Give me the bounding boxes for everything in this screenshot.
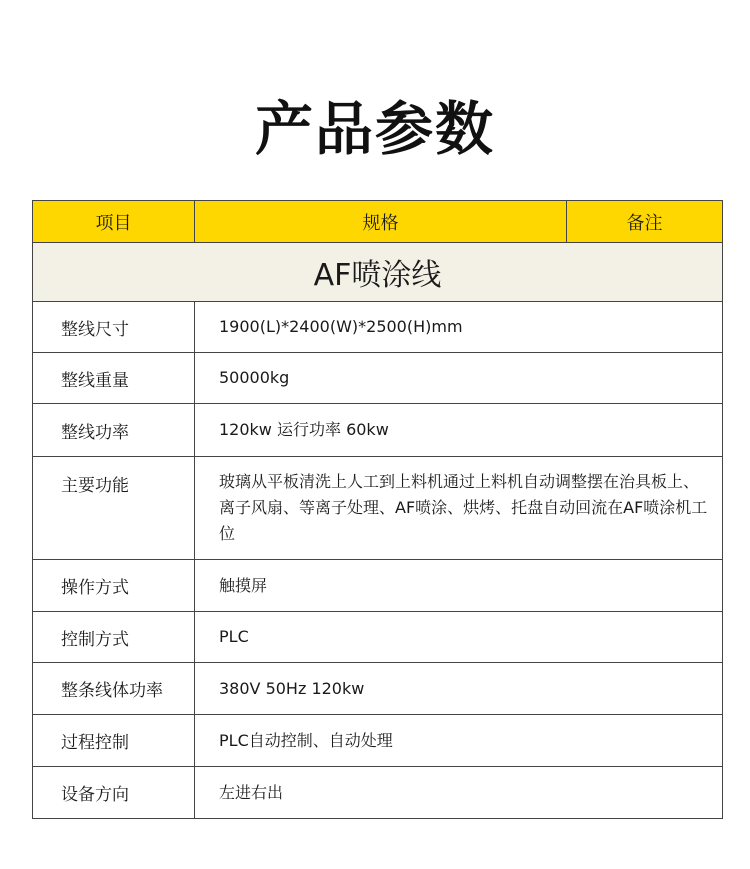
table-row	[33, 353, 723, 404]
row-value: 380V 50Hz 120kw	[195, 663, 723, 715]
row-label: 操作方式	[33, 560, 195, 612]
row-label: 整线尺寸	[33, 302, 195, 353]
row-label: 控制方式	[33, 612, 195, 663]
table-row	[33, 715, 723, 767]
row-label: 整线重量	[33, 353, 195, 404]
header-spec: 规格	[195, 201, 567, 243]
row-label: 整线功率	[33, 404, 195, 457]
page-title: 产品参数	[254, 95, 495, 163]
header-item: 项目	[33, 201, 195, 243]
row-value: 玻璃从平板清洗上人工到上料机通过上料机自动调整摆在治具板上、离子风扇、等离子处理、AF喷涂、烘烤、托盘自动回流在AF喷涂机工位	[195, 457, 723, 560]
table-row	[33, 302, 723, 353]
row-label: 过程控制	[33, 715, 195, 767]
table-row	[33, 457, 723, 560]
table-header-row	[33, 201, 723, 243]
row-value: PLC	[195, 612, 723, 663]
row-label: 整条线体功率	[33, 663, 195, 715]
table-row	[33, 612, 723, 663]
row-value: 50000kg	[195, 353, 723, 404]
row-label: 主要功能	[33, 457, 195, 560]
table-row	[33, 767, 723, 819]
table-subtitle-row	[33, 243, 723, 302]
row-label: 设备方向	[33, 767, 195, 819]
table-row	[33, 560, 723, 612]
table-row	[33, 404, 723, 457]
row-value: 1900(L)*2400(W)*2500(H)mm	[195, 302, 723, 353]
row-value: 触摸屏	[195, 560, 723, 612]
header-note: 备注	[567, 201, 723, 243]
table-subtitle: AF喷涂线	[33, 243, 723, 302]
row-value: 120kw 运行功率 60kw	[195, 404, 723, 457]
table-row	[33, 663, 723, 715]
row-value: 左进右出	[195, 767, 723, 819]
row-value: PLC自动控制、自动处理	[195, 715, 723, 767]
parameter-table	[32, 200, 723, 819]
